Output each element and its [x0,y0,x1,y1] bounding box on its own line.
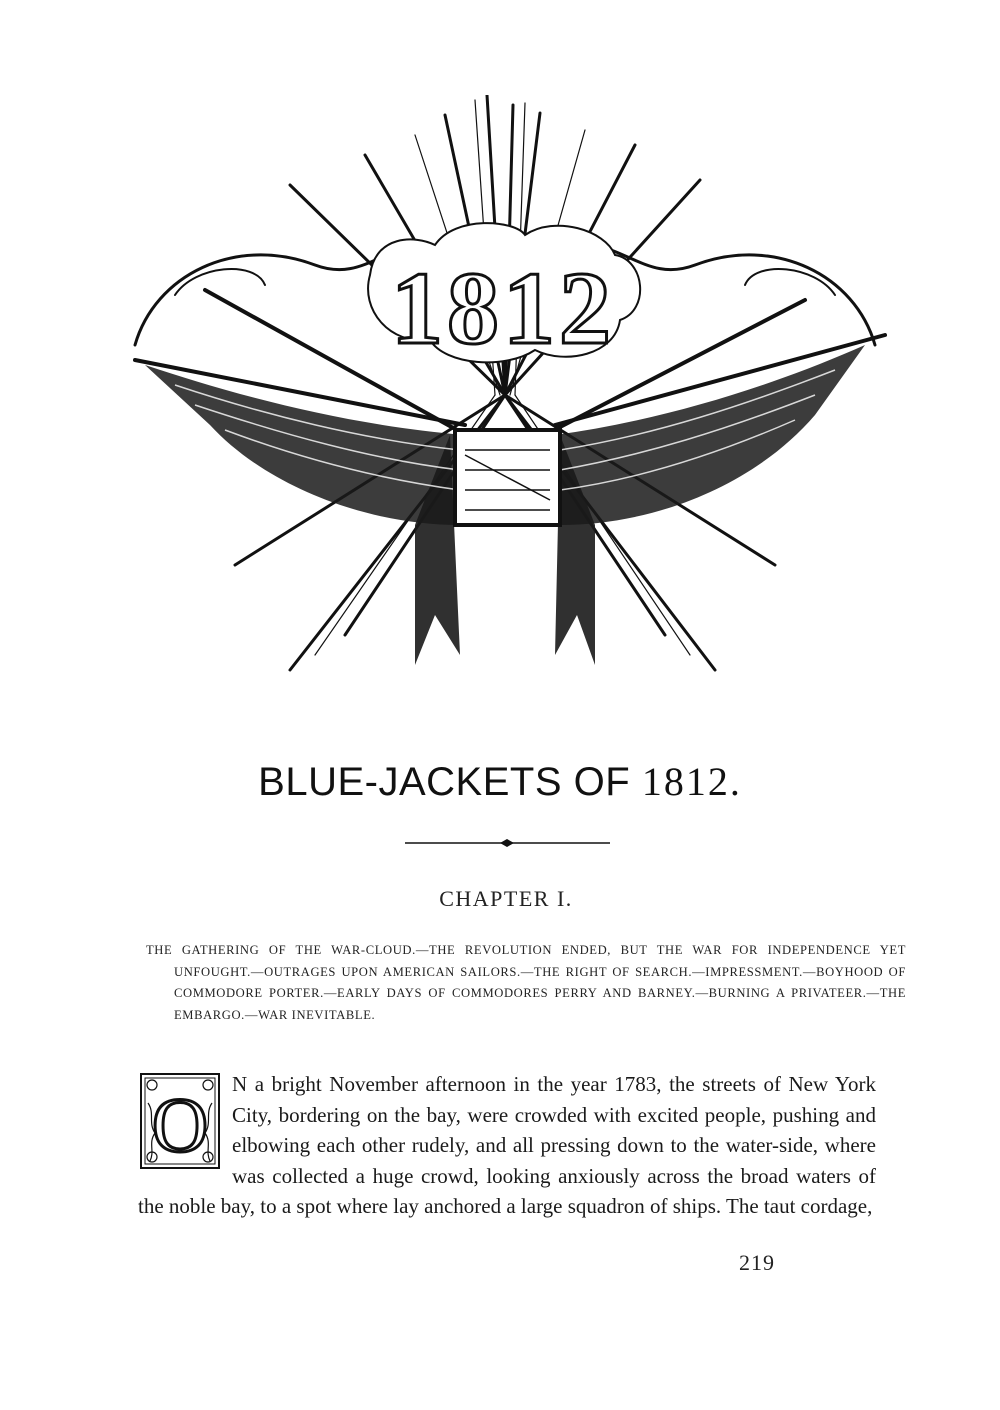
page-number: 219 [739,1250,775,1275]
chapter-synopsis: THE GATHERING OF THE WAR-CLOUD.—THE REVOLUTION ENDED, BUT THE WAR FOR INDEPENDENCE YET UNFOUGHT.—OUTRAGES UPON AMERICAN SAILORS.—THE RIGHT OF SEARCH.—IMPRESSMENT.—BOYHOOD OF COMMODORE PORTER.—EARLY DAYS OF COMMODORES PERRY AND BARNEY.—BURNING A PRIVATEER.—THE EMBARGO.—WAR INEVITABLE. [146,943,906,1022]
flag-right [555,345,865,525]
title-prefix: BLUE-JACKETS OF [258,760,631,804]
page-title [0,758,1000,805]
ornamental-rule [405,837,610,849]
drop-cap-letter: O [151,1081,209,1168]
opening-paragraph [138,1069,876,1222]
title-year: 1812. [641,759,742,804]
drop-cap-continuation: N [232,1072,248,1096]
radiating-rays [235,95,775,670]
paragraph-text: a bright November afternoon in the year 1783, the streets of New York City, bordering on the bay, were crowded with excited people, pushing and elbowing each other rudely, and all pressing down to the water-side, where was collected a huge crowd, looking anxiously across the broad waters of the noble bay, to a spot where lay anchored a large squadron of ships. The taut cordage, [138,1072,876,1219]
headpiece-year: 1812 [391,251,615,366]
chapter-heading: CHAPTER I. [439,886,573,911]
headpiece-illustration [115,95,895,695]
